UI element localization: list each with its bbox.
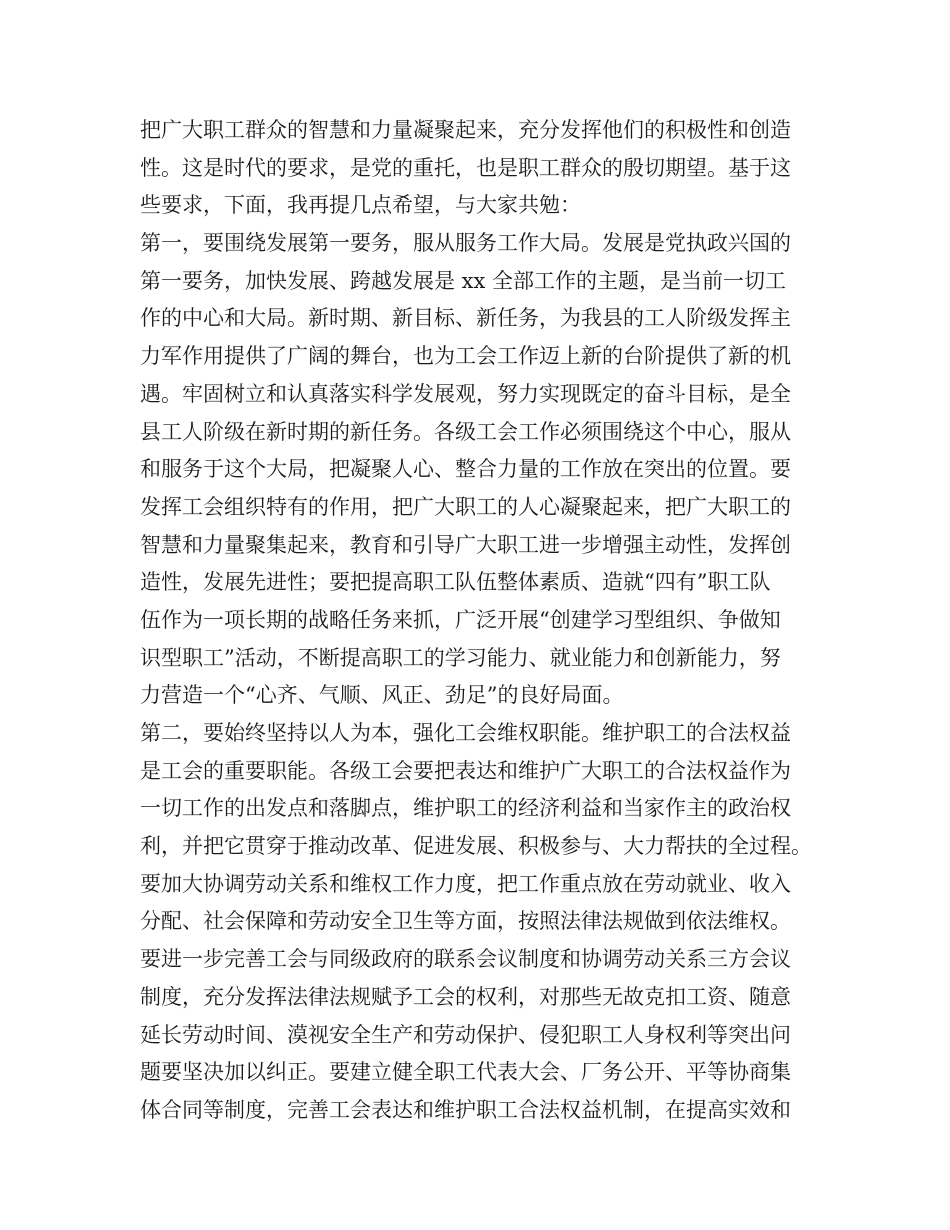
text-line: 第二，要始终坚持以人为本，强化工会维权职能。维护职工的合法权益 [140, 721, 791, 745]
body-text [140, 112, 820, 1130]
text-line: 分配、社会保障和劳动安全卫生等方面，按照法律法规做到依法维权。 [140, 909, 791, 934]
text-line: 伍作为一项长期的战略任务来抓，广泛开展“创建学习型组织、争做知 [140, 607, 781, 632]
text-line: 作的中心和大局。新时期、新目标、新任务，为我县的工人阶级发挥主 [140, 306, 791, 331]
text-line: 题要坚决加以纠正。要建立健全职工代表大会、厂务公开、平等协商集 [140, 1060, 791, 1085]
text-line: 造性，发展先进性；要把提高职工队伍整体素质、造就“四有”职工队 [140, 570, 771, 595]
text-line: 要进一步完善工会与同级政府的联系会议制度和协调劳动关系三方会议 [140, 947, 791, 972]
text-line: 把广大职工群众的智慧和力量凝聚起来，充分发挥他们的积极性和创造 [140, 118, 791, 142]
text-line: 和服务于这个大局，把凝聚人心、整合力量的工作放在突出的位置。要 [140, 457, 791, 482]
text-line: 体合同等制度，完善工会表达和维护职工合法权益机制，在提高实效和 [140, 1097, 791, 1122]
text-line: 力军作用提供了广阔的舞台，也为工会工作迈上新的台阶提供了新的机 [140, 344, 791, 369]
text-line: 遇。牢固树立和认真落实科学发展观，努力实现既定的奋斗目标，是全 [140, 381, 791, 406]
text-line: 些要求，下面，我再提几点希望，与大家共勉： [140, 193, 581, 218]
text-line: 第一，要围绕发展第一要务，服从服务工作大局。发展是党执政兴国的 [140, 231, 791, 256]
text-line: 智慧和力量聚集起来，教育和引导广大职工进一步增强主动性，发挥创 [140, 532, 791, 557]
text-line: 制度，充分发挥法律法规赋予工会的权利，对那些无故克扣工资、随意 [140, 984, 791, 1009]
text-line: 一切工作的出发点和落脚点，维护职工的经济利益和当家作主的政治权 [140, 796, 791, 821]
text-line: 县工人阶级在新时期的新任务。各级工会工作必须围绕这个中心，服从 [140, 419, 791, 444]
text-line: 要加大协调劳动关系和维权工作力度，把工作重点放在劳动就业、收入 [140, 871, 791, 896]
text-line: 性。这是时代的要求，是党的重托，也是职工群众的殷切期望。基于这 [140, 155, 791, 180]
text-line: 利，并把它贯穿于推动改革、促进发展、积极参与、大力帮扶的全过程。 [140, 834, 812, 859]
text-line: 第一要务，加快发展、跨越发展是 xx 全部工作的主题，是当前一切工 [140, 268, 787, 293]
text-line: 识型职工”活动，不断提高职工的学习能力、就业能力和创新能力，努 [140, 645, 781, 670]
text-line: 发挥工会组织特有的作用，把广大职工的人心凝聚起来，把广大职工的 [140, 494, 791, 519]
text-line: 是工会的重要职能。各级工会要把表达和维护广大职工的合法权益作为 [140, 758, 791, 783]
text-line: 延长劳动时间、漠视安全生产和劳动保护、侵犯职工人身权利等突出问 [140, 1022, 791, 1047]
text-line: 力营造一个“心齐、气顺、风正、劲足”的良好局面。 [140, 683, 624, 708]
